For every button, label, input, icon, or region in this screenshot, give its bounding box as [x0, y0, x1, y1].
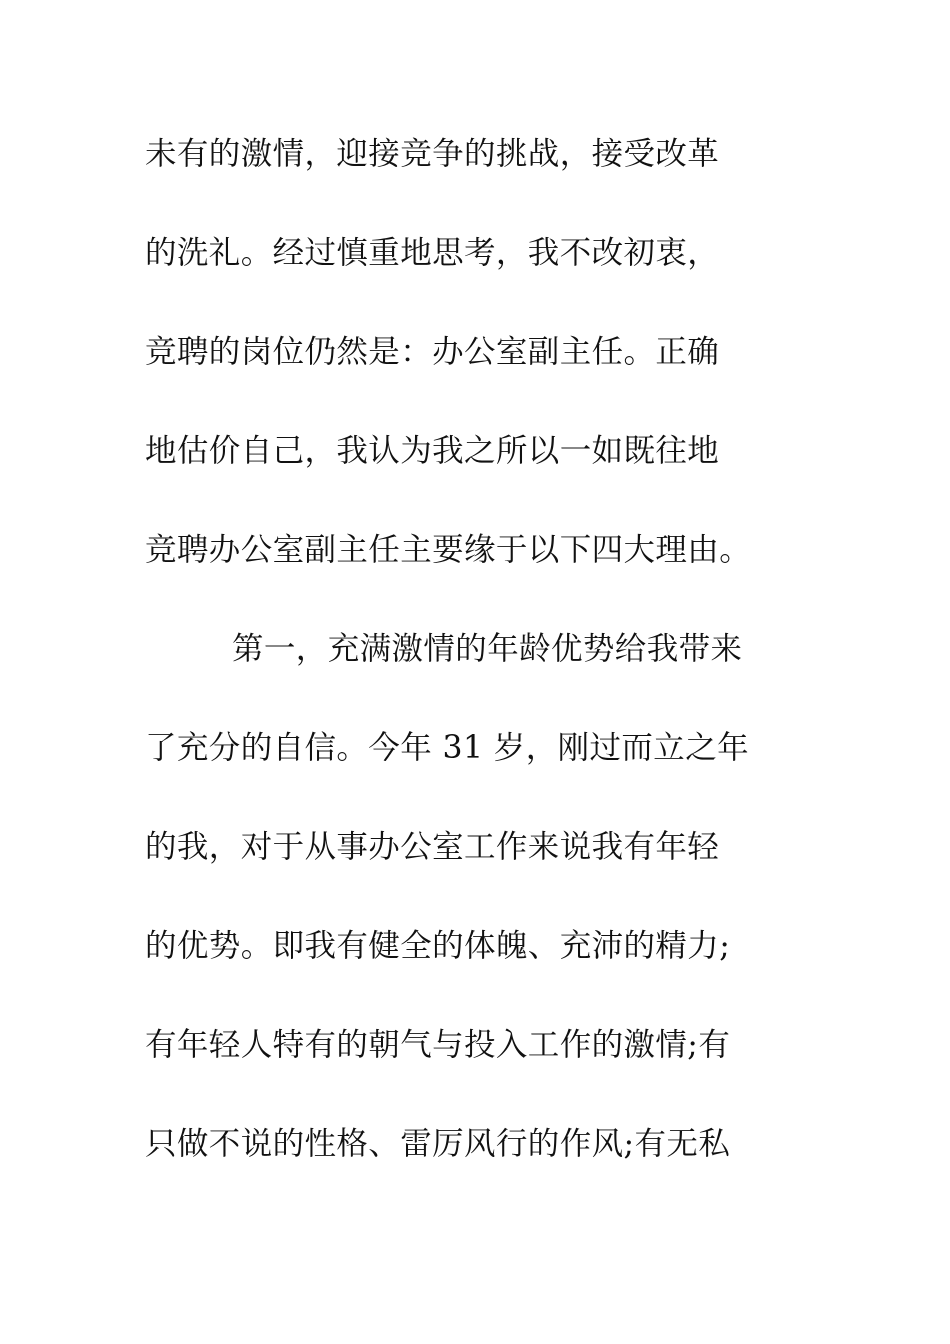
text-line: 竞聘办公室副主任主要缘于以下四大理由。	[145, 532, 752, 568]
text-line: 只做不说的性格、雷厉风行的作风;有无私	[145, 1126, 731, 1162]
text-line: 的洗礼。经过慎重地思考，我不改初衷，	[145, 235, 720, 271]
text-line: 竞聘的岗位仍然是：办公室副主任。正确	[145, 334, 720, 370]
body-text	[145, 126, 805, 1215]
paragraph-start-line: 第一，充满激情的年龄优势给我带来	[232, 631, 743, 667]
text-line: 的优势。即我有健全的体魄、充沛的精力;	[145, 928, 731, 964]
text-line: 未有的激情，迎接竞争的挑战，接受改革	[145, 136, 720, 172]
text-line: 有年轻人特有的朝气与投入工作的激情;有	[145, 1027, 731, 1063]
text-line: 了充分的自信。今年 31 岁，刚过而立之年	[145, 730, 750, 766]
text-line: 地估价自己，我认为我之所以一如既往地	[145, 433, 720, 469]
text-line: 的我，对于从事办公室工作来说我有年轻	[145, 829, 720, 865]
